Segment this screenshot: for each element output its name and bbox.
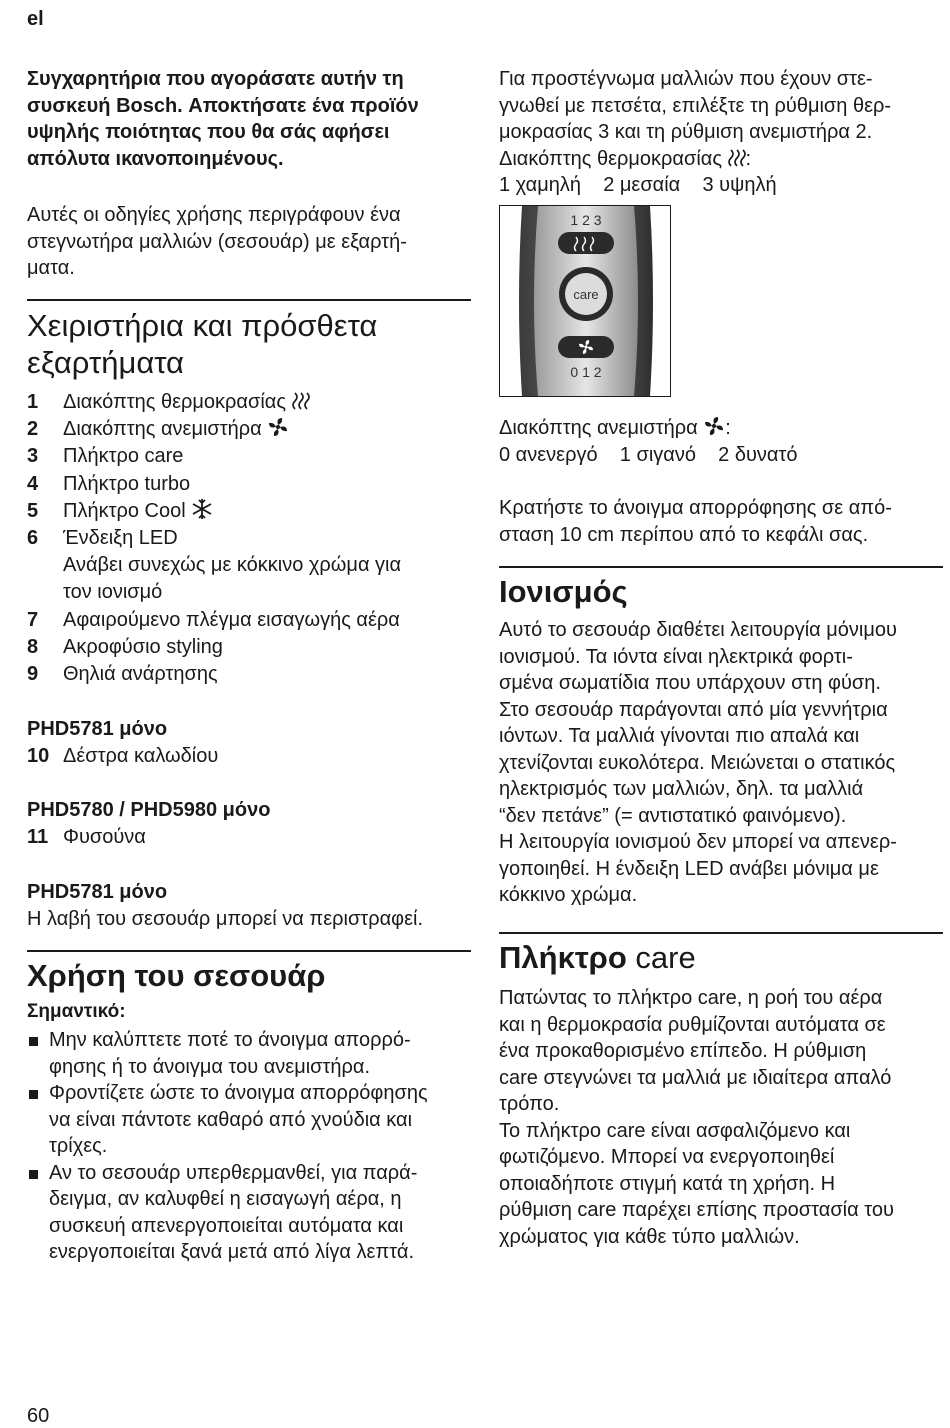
model-block-2 — [27, 797, 477, 851]
item-text: Ένδειξη LED — [63, 527, 178, 550]
section-title-care — [499, 939, 696, 976]
intro-text — [27, 202, 477, 282]
pre-dry-text — [499, 66, 945, 199]
colon: : — [725, 417, 731, 439]
text-line: Κρατήστε το άνοιγμα απορρόφησης σε από- — [499, 497, 892, 519]
item-text: Φυσούνα — [63, 825, 146, 848]
section-rule — [27, 950, 471, 952]
bullet-line: δειγμα, αν καλυφθεί η εισαγωγή αέρα, η — [49, 1188, 402, 1210]
text-line: ηλεκτρισμός των μαλλιών, δηλ. τα μαλλιά — [499, 778, 864, 800]
item-number: 6 — [27, 527, 39, 550]
text-line: φωτιζόμενο. Μπορεί να ενεργοποιηθεί — [499, 1146, 835, 1168]
list-item — [27, 607, 477, 634]
item-number: 4 — [27, 472, 39, 495]
text-line: κόκκινο χρώμα. — [499, 884, 638, 906]
language-code: el — [27, 8, 44, 30]
intro-line: Συγχαρητήρια που αγοράσατε αυτήν τη — [27, 68, 404, 90]
bullet-line: να είναι πάντοτε καθαρό από χνούδια και — [49, 1108, 413, 1131]
item-text: τον ιονισμό — [63, 581, 163, 604]
bullet-line: ενεργοποιείται ξανά μετά από λίγα λεπτά. — [49, 1241, 414, 1263]
text-line: σμένα σωματίδια που υπάρχουν στη φύση. — [499, 672, 881, 694]
text-line: γνωθεί με πετσέτα, επιλέξτε τη ρύθμιση θερ- — [499, 94, 892, 117]
distance-text — [499, 495, 945, 548]
text-line: ιόντων. Τα μαλλιά γίνονται πιο απαλά και — [499, 725, 860, 747]
model-block-1 — [27, 716, 477, 770]
snowflake-icon — [191, 498, 213, 520]
section-rule — [499, 566, 943, 568]
item-number: 1 — [27, 391, 39, 413]
fan-icon — [267, 416, 289, 438]
text-line: σταση 10 cm περίπου από το κεφάλι σας. — [499, 523, 869, 546]
item-text: Πλήκτρο Cool — [63, 499, 186, 522]
intro-text-line: Αυτές οι οδηγίες χρήσης περιγράφουν ένα — [27, 204, 401, 226]
switch-panel-illustration — [500, 206, 670, 396]
care-text — [499, 985, 945, 1250]
fan-levels: 0 ανενεργό 1 σιγανό 2 δυνατό — [499, 443, 798, 466]
text-line: και η θερμοκρασία ρυθμίζονται αυτόματα σε — [499, 1013, 886, 1036]
item-number: 10 — [27, 744, 50, 767]
text-line: μοκρασίας 3 και τη ρύθμιση ανεμιστήρα 2. — [499, 121, 873, 143]
model-text: Η λαβή του σεσουάρ μπορεί να περιστραφεί. — [27, 907, 424, 930]
model-block-3 — [27, 879, 477, 932]
item-text: Διακόπτης ανεμιστήρα — [63, 418, 262, 441]
item-text: Θηλιά ανάρτησης — [63, 663, 218, 686]
page-number: 60 — [27, 1405, 50, 1427]
temp-levels: 1 χαμηλή 2 μεσαία 3 υψηλή — [499, 174, 777, 196]
fan-icon — [703, 415, 725, 437]
section-title-line: εξαρτήματα — [27, 345, 184, 380]
list-item — [27, 443, 477, 470]
list-item — [27, 416, 477, 443]
text-line: Το πλήκτρο care είναι ασφαλιζόμενο και — [499, 1119, 851, 1142]
switch-panel-figure — [499, 205, 671, 397]
top-ticks: 1 2 3 — [570, 212, 602, 228]
list-item — [27, 579, 477, 606]
bullet-line: συσκευή απενεργοποιείται αυτόματα και — [49, 1214, 404, 1237]
list-item — [27, 661, 477, 688]
fan-switch-line — [499, 415, 945, 442]
temperature-switch — [558, 232, 614, 254]
fan-switch-text — [499, 415, 945, 468]
care-label: care — [573, 287, 599, 302]
bullet-item — [27, 1080, 477, 1160]
important-list — [27, 1027, 477, 1266]
list-item — [27, 471, 477, 498]
intro-text-line: στεγνωτήρα μαλλιών (σεσουάρ) με εξαρτή- — [27, 230, 407, 253]
text-line: Πατώντας το πλήκτρο care, η ροή του αέρα — [499, 987, 883, 1009]
section-title-usage: Χρήση του σεσουάρ — [27, 958, 326, 993]
bullet-line: Μην καλύπτετε ποτέ το άνοιγμα απορρό- — [49, 1029, 411, 1051]
colon: : — [745, 147, 752, 170]
bullet-item — [27, 1027, 477, 1080]
list-item — [27, 743, 477, 770]
text-line: χρώματος για κάθε τύπο μαλλιών. — [499, 1225, 800, 1248]
list-item — [27, 634, 477, 661]
text-line: ιονισμού. Τα ιόντα είναι ηλεκτρικά φορτι- — [499, 645, 853, 668]
item-text: Δέστρα καλωδίου — [63, 744, 219, 767]
item-number: 5 — [27, 499, 39, 522]
item-text: Ακροφύσιο styling — [63, 635, 223, 658]
list-item — [27, 824, 477, 851]
section-rule — [27, 299, 471, 301]
list-item — [27, 552, 477, 579]
intro-text-line: ματα. — [27, 257, 75, 279]
fan-switch-label: Διακόπτης ανεμιστήρα — [499, 417, 698, 439]
temp-switch-line — [499, 146, 945, 173]
intro-bold — [27, 66, 477, 172]
text-line: χτενίζονται ευκολότερα. Μειώνεται ο στατικός — [499, 751, 896, 774]
section-rule — [499, 932, 943, 934]
item-number: 7 — [27, 608, 39, 631]
text-line: οποιαδήποτε στιγμή κατά τη χρήση. Η — [499, 1172, 836, 1195]
list-item — [27, 389, 477, 416]
title-rest-part: care — [626, 940, 696, 975]
text-line: Στο σεσουάρ παράγονται από μία γεννήτρια — [499, 698, 888, 721]
text-line: “δεν πετάνε” (= αντιστατικό φαινόμενο). — [499, 804, 847, 827]
item-number: 2 — [27, 418, 39, 441]
bullet-line: φησης ή το άνοιγμα του ανεμιστήρα. — [49, 1055, 371, 1078]
bullet-line: Φροντίζετε ώστε το άνοιγμα απορρόφησης — [49, 1082, 428, 1104]
ionization-text — [499, 617, 945, 909]
model-label: PHD5781 μόνο — [27, 881, 168, 903]
bullet-item — [27, 1160, 477, 1266]
text-line: Για προστέγνωμα μαλλιών που έχουν στε- — [499, 68, 873, 90]
bullet-line: τρίχες. — [49, 1135, 108, 1157]
text-line: τρόπο. — [499, 1093, 560, 1115]
item-number: 11 — [27, 825, 49, 848]
section-title-controls — [27, 307, 477, 381]
text-line: γοποιηθεί. Η ένδειξη LED ανάβει μόνιμα με — [499, 857, 879, 880]
intro-line: υψηλής ποιότητας που θα σάς αφήσει — [27, 121, 390, 143]
heat-icon — [292, 391, 310, 411]
section-title-line: Χειριστήρια και πρόσθετα — [27, 308, 378, 343]
intro-line: συσκευή Bosch. Αποκτήσατε ένα προϊόν — [27, 94, 419, 117]
list-item — [27, 498, 477, 525]
item-number: 8 — [27, 635, 39, 658]
important-label: Σημαντικό: — [27, 1001, 126, 1022]
bullet-line: Αν το σεσουάρ υπερθερμανθεί, για παρά- — [49, 1161, 418, 1184]
intro-line: απόλυτα ικανοποιημένους. — [27, 147, 284, 170]
model-label: PHD5781 μόνο — [27, 718, 168, 740]
text-line: care στεγνώνει τα μαλλιά με ιδιαίτερα απαλό — [499, 1066, 892, 1089]
parts-list — [27, 389, 477, 688]
item-number: 3 — [27, 445, 39, 468]
section-title-ionization: Ιονισμός — [499, 574, 628, 609]
temp-switch-label: Διακόπτης θερμοκρασίας — [499, 147, 722, 170]
bottom-ticks: 0 1 2 — [570, 364, 602, 380]
item-text: Ανάβει συνεχώς με κόκκινο χρώμα για — [63, 554, 402, 577]
text-line: ένα προκαθορισμένο επίπεδο. Η ρύθμιση — [499, 1040, 867, 1062]
item-number: 9 — [27, 663, 39, 686]
item-text: Πλήκτρο turbo — [63, 472, 191, 495]
title-bold-part: Πλήκτρο — [499, 940, 627, 975]
text-line: Η λειτουργία ιονισμού δεν μπορεί να απενερ- — [499, 831, 897, 853]
model-label: PHD5780 / PHD5980 μόνο — [27, 799, 271, 821]
text-line: Αυτό το σεσουάρ διαθέτει λειτουργία μόνιμου — [499, 619, 897, 641]
heat-icon — [728, 148, 746, 168]
list-item — [27, 525, 477, 552]
item-text: Διακόπτης θερμοκρασίας — [63, 391, 286, 413]
item-text: Αφαιρούμενο πλέγμα εισαγωγής αέρα — [63, 608, 400, 631]
text-line: ρύθμιση care παρέχει επίσης προστασία του — [499, 1199, 894, 1221]
item-text: Πλήκτρο care — [63, 445, 184, 468]
